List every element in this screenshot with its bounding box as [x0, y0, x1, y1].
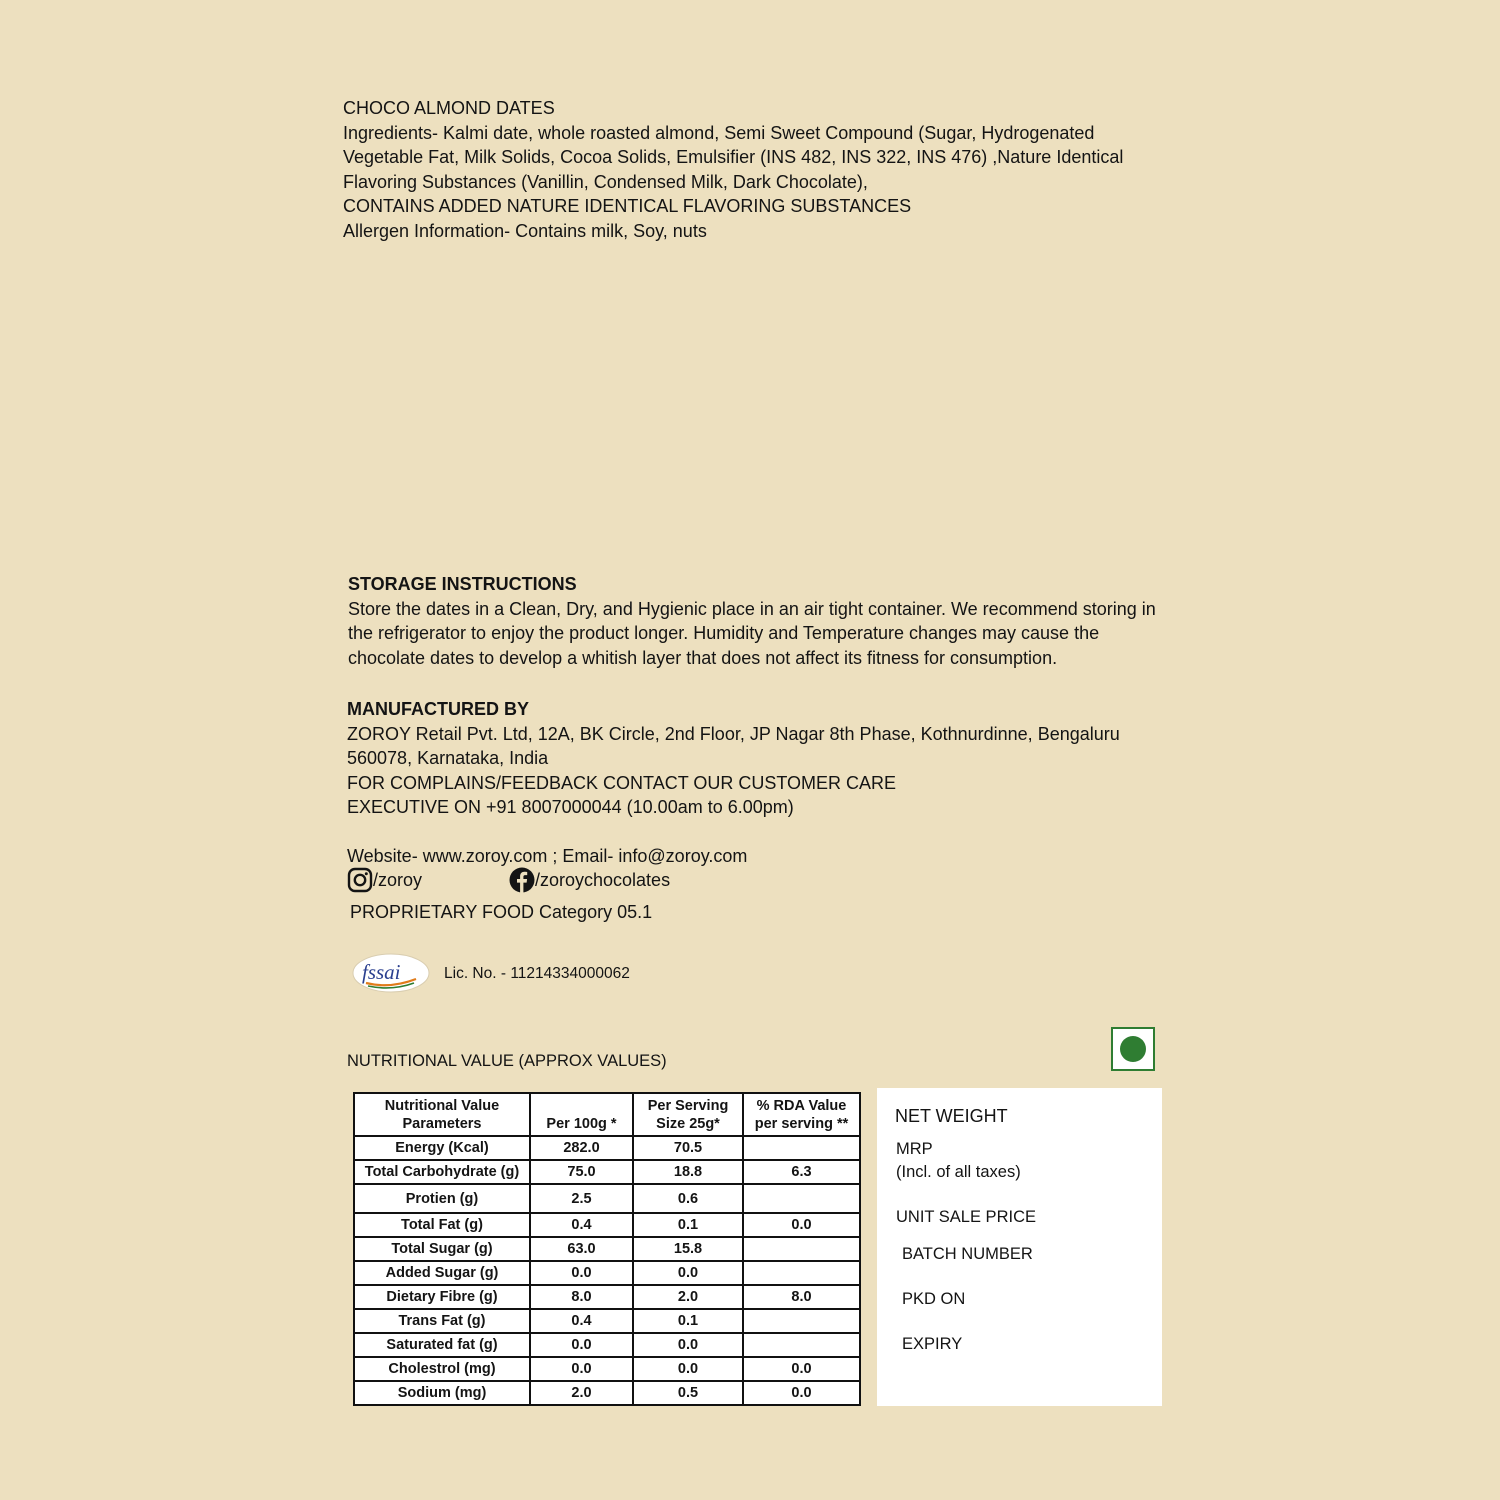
website-email: Website- www.zoroy.com ; Email- info@zoroy.com — [347, 846, 748, 866]
table-row — [354, 1213, 860, 1237]
ingredients-line: Vegetable Fat, Milk Solids, Cocoa Solids, Emulsifier (INS 482, INS 322, INS 476) ,Nature Identical — [343, 147, 1124, 168]
value-per-serving: 0.6 — [633, 1184, 743, 1213]
mrp-note: (Incl. of all taxes) — [896, 1163, 1021, 1181]
value-rda: 0.0 — [743, 1381, 860, 1405]
ingredients-block — [343, 96, 1123, 244]
customer-care-line: EXECUTIVE ON +91 8007000044 (10.00am to 6.00pm) — [347, 797, 794, 818]
table-header-row — [354, 1093, 860, 1136]
nutrient-name: Cholestrol (mg) — [354, 1357, 530, 1381]
manufacturer-address: ZOROY Retail Pvt. Ltd, 12A, BK Circle, 2nd Floor, JP Nagar 8th Phase, Kothnurdinne, Bengaluru — [347, 723, 1120, 744]
manufacturer-block — [347, 697, 1120, 820]
value-per-serving: 0.0 — [633, 1333, 743, 1357]
value-rda: 0.0 — [743, 1357, 860, 1381]
facebook-link[interactable] — [509, 867, 670, 893]
storage-heading: STORAGE INSTRUCTIONS — [348, 574, 577, 594]
table-row — [354, 1309, 860, 1333]
nutrient-name: Total Sugar (g) — [354, 1237, 530, 1261]
batch-number-label: BATCH NUMBER — [902, 1245, 1033, 1263]
value-per-serving: 70.5 — [633, 1136, 743, 1160]
table-row — [354, 1160, 860, 1184]
value-rda — [743, 1333, 860, 1357]
value-per-100g: 2.0 — [530, 1381, 633, 1405]
table-row — [354, 1381, 860, 1405]
product-name: CHOCO ALMOND DATES — [343, 98, 555, 118]
value-rda — [743, 1184, 860, 1213]
manufacturer-address: 560078, Karnataka, India — [347, 748, 549, 769]
mrp-label: MRP — [896, 1140, 933, 1158]
value-per-100g: 2.5 — [530, 1184, 633, 1213]
header-parameters: Nutritional Value Parameters — [354, 1093, 530, 1136]
value-per-100g: 282.0 — [530, 1136, 633, 1160]
manufacturer-heading: MANUFACTURED BY — [347, 699, 529, 719]
value-per-100g: 0.4 — [530, 1309, 633, 1333]
food-category: PROPRIETARY FOOD Category 05.1 — [350, 902, 653, 922]
social-links — [347, 867, 767, 895]
table-row — [354, 1357, 860, 1381]
storage-line: the refrigerator to enjoy the product longer. Humidity and Temperature changes may cause the — [348, 623, 1100, 644]
value-per-serving: 2.0 — [633, 1285, 743, 1309]
nutrient-name: Dietary Fibre (g) — [354, 1285, 530, 1309]
value-per-100g: 0.0 — [530, 1333, 633, 1357]
nutrient-name: Sodium (mg) — [354, 1381, 530, 1405]
nutrient-name: Energy (Kcal) — [354, 1136, 530, 1160]
value-per-serving: 18.8 — [633, 1160, 743, 1184]
flavoring-notice: CONTAINS ADDED NATURE IDENTICAL FLAVORING SUBSTANCES — [343, 196, 912, 217]
header-per-serving: Per Serving Size 25g* — [633, 1093, 743, 1136]
instagram-handle: /zoroy — [373, 869, 423, 890]
nutrient-name: Protien (g) — [354, 1184, 530, 1213]
instagram-link[interactable] — [347, 867, 422, 893]
fssai-logo — [352, 952, 430, 994]
value-rda — [743, 1237, 860, 1261]
allergen-info: Allergen Information- Contains milk, Soy, nuts — [343, 220, 707, 241]
ingredients-line: Ingredients- Kalmi date, whole roasted almond, Semi Sweet Compound (Sugar, Hydrogenated — [343, 122, 1095, 143]
value-per-100g: 75.0 — [530, 1160, 633, 1184]
table-row — [354, 1136, 860, 1160]
facebook-icon — [509, 867, 535, 893]
nutrient-name: Added Sugar (g) — [354, 1261, 530, 1285]
price-batch-box — [877, 1088, 1162, 1406]
value-per-100g: 8.0 — [530, 1285, 633, 1309]
value-per-serving: 0.0 — [633, 1261, 743, 1285]
unit-sale-price-label: UNIT SALE PRICE — [896, 1208, 1036, 1226]
value-rda: 8.0 — [743, 1285, 860, 1309]
nutrient-name: Total Carbohydrate (g) — [354, 1160, 530, 1184]
storage-block — [348, 572, 1156, 670]
nutrition-title: NUTRITIONAL VALUE (APPROX VALUES) — [347, 1052, 667, 1070]
veg-dot — [1120, 1036, 1146, 1062]
pkd-on-label: PKD ON — [902, 1290, 966, 1308]
expiry-label: EXPIRY — [902, 1335, 963, 1353]
instagram-icon — [347, 867, 373, 893]
value-per-100g: 0.4 — [530, 1213, 633, 1237]
nutrient-name: Total Fat (g) — [354, 1213, 530, 1237]
value-rda: 0.0 — [743, 1213, 860, 1237]
storage-line: Store the dates in a Clean, Dry, and Hygienic place in an air tight container. We recommend storing in — [348, 598, 1156, 619]
nutrition-table — [353, 1092, 861, 1406]
header-rda: % RDA Value per serving ** — [743, 1093, 860, 1136]
value-rda: 6.3 — [743, 1160, 860, 1184]
value-per-serving: 15.8 — [633, 1237, 743, 1261]
header-per-100g: Per 100g * — [530, 1093, 633, 1136]
value-per-serving: 0.1 — [633, 1309, 743, 1333]
value-rda — [743, 1309, 860, 1333]
value-per-serving: 0.1 — [633, 1213, 743, 1237]
net-weight-label: NET WEIGHT — [895, 1106, 1008, 1126]
table-row — [354, 1333, 860, 1357]
svg-text:fssai: fssai — [362, 960, 401, 984]
table-row — [354, 1237, 860, 1261]
value-per-serving: 0.0 — [633, 1357, 743, 1381]
table-row — [354, 1184, 860, 1213]
nutrient-name: Saturated fat (g) — [354, 1333, 530, 1357]
veg-symbol-icon — [1111, 1027, 1155, 1071]
customer-care-line: FOR COMPLAINS/FEEDBACK CONTACT OUR CUSTOMER CARE — [347, 772, 897, 793]
ingredients-line: Flavoring Substances (Vanillin, Condensed Milk, Dark Chocolate), — [343, 171, 868, 192]
fssai-license: Lic. No. - 11214334000062 — [444, 965, 630, 982]
value-per-100g: 0.0 — [530, 1261, 633, 1285]
nutrient-name: Trans Fat (g) — [354, 1309, 530, 1333]
value-per-serving: 0.5 — [633, 1381, 743, 1405]
facebook-handle: /zoroychocolates — [535, 869, 671, 890]
value-per-100g: 63.0 — [530, 1237, 633, 1261]
value-per-100g: 0.0 — [530, 1357, 633, 1381]
value-rda — [743, 1261, 860, 1285]
table-row — [354, 1261, 860, 1285]
value-rda — [743, 1136, 860, 1160]
storage-line: chocolate dates to develop a whitish layer that does not affect its fitness for consumption. — [348, 647, 1058, 668]
table-row — [354, 1285, 860, 1309]
